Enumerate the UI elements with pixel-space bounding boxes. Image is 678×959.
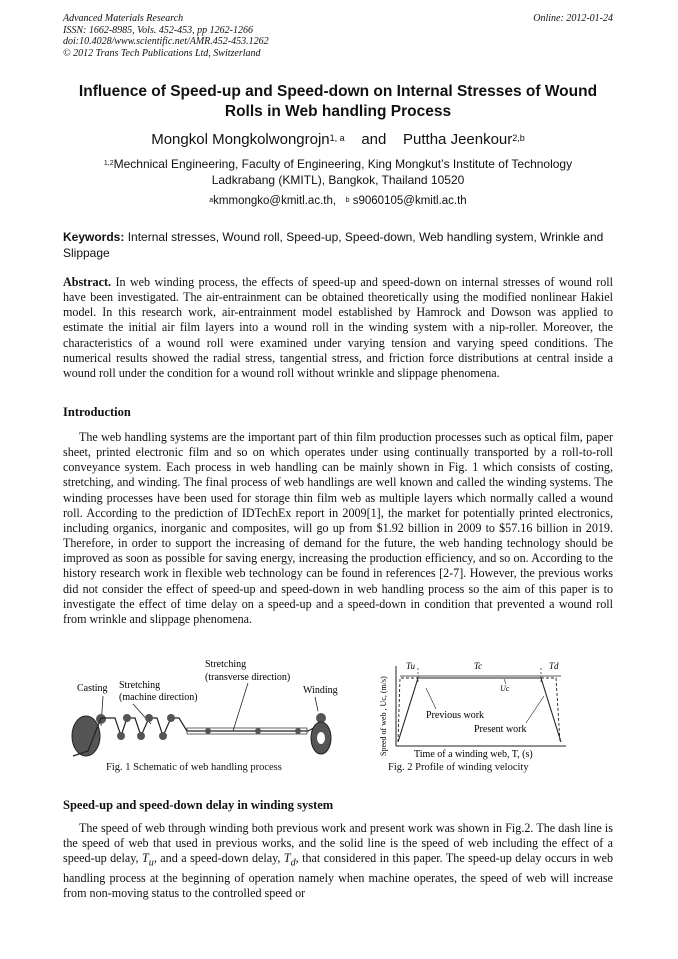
fig2-present-pointer <box>526 696 544 723</box>
introduction-text: The web handling systems are the important part of thin film production processes such as optical film, paper sheet, printed electronic film and so on which operates under using continually transported by a roll-to-roll conveyance system. Each process in web handling can be mainly shown in Fig. 1 which consists of costing, stretching, and winding. The final process of web handlings are well known and called the winding systems. The winding processes have been used for storage thin film web as multiple layers which normally called a wound roll. According to the prediction of IDTechEx report in 2009[1], the market for potentially printed electronics, including organics, inorganic and composites, will go up from $1.92 billion in 2009 to $57.16 billion in 2019. Therefore, in order to support the increasing of demand for the future, the web handing technology should be improved as soon as possible for saving energy, increasing the production efficiency, and so on. According to the history research work in flexible web technology can be found in references [2-7]. However, the previous works did not consider the effect of speed-up and speed-down in web handling process so the aim of this paper is to investigate the effect of time delay on a speed-up and a speed-down in condition that prevented a wound roll from wrinkle and slippage phenomena. <box>63 430 613 626</box>
abstract-label: Abstract. <box>63 275 112 289</box>
fig1-roller <box>167 714 175 722</box>
fig2-previous-pointer <box>426 688 436 709</box>
affiliation-line-1: Mechnical Engineering, Faculty of Engineering, King Mongkut’s Institute of Technology <box>113 157 573 171</box>
fig1-machine-drawing <box>72 713 331 756</box>
affiliation <box>63 156 613 188</box>
author-1: Mongkol Mongkolwongrojn <box>151 131 330 148</box>
abstract-text: In web winding process, the effects of speed-up and speed-down on internal stresses of wound roll have been investigated. The air-entrainment can be obtained theoretically using the modified nonlinear Hakiel model. In this research work, air-entrainment model established by Hamrock and Dowson was applied to estimate the initial air film layers into a wound roll in the winding system with a nip-roller. Moreover, the characteristics of a wound roll were examined under varying tension and varying speed conditions. The numerical results showed the radial stress, tangential stress, and friction force distributions at central inside a wound roll under the condition for a wound roll without wrinkle and slippage phenomena. <box>63 275 613 380</box>
fig1-tenter-clip <box>295 728 301 734</box>
fig2-present-work-label: Present work <box>474 724 527 735</box>
fig1-label-stretching-md: Stretching <box>119 680 161 691</box>
section-text-part-2: , and a speed-down delay, <box>153 851 284 866</box>
fig2-previous-work-label: Previous work <box>426 710 485 721</box>
figure-1-caption: Fig. 1 Schematic of web handling process <box>106 762 282 773</box>
fig2-tc-label: Tc <box>474 661 483 671</box>
fig1-pointer-stretching-td <box>233 683 248 731</box>
fig1-label-stretching-td: Stretching <box>205 659 247 670</box>
author-emails <box>63 194 613 208</box>
email-b-sup: b <box>345 197 350 204</box>
author-2: Puttha Jeenkour <box>403 131 513 148</box>
keywords <box>63 229 613 261</box>
section-text-part-1: The speed of web through winding both previous work and present work was shown in Fig.2. The dash line is the speed of web that used in previous works, and the solid line is the speed of web including the effect of a speed-up delay, <box>63 821 613 866</box>
fig1-label-winding: Winding <box>303 685 338 696</box>
author-1-affiliation: 1, a <box>329 133 345 143</box>
fig1-label-casting: Casting <box>77 683 108 694</box>
section-text-part-3: , that considered in this paper. The speed-up delay occurs in web handling process at the beginning of operation namely when machine operates, the speed of web will increase from non-moving status to the controlled speed or <box>63 851 613 901</box>
fig2-td-label: Td <box>549 661 559 671</box>
fig1-label-stretching-td-direction: (transverse direction) <box>205 672 291 683</box>
fig1-label-stretching-md-direction: (machine direction) <box>119 692 198 703</box>
online-date: Online: 2012-01-24 <box>533 13 613 24</box>
paper-title: Influence of Speed-up and Speed-down on Internal Stresses of Wound Rolls in Web handling Process <box>78 83 598 120</box>
authors-line <box>63 131 613 149</box>
email-a-sup: a <box>209 197 214 204</box>
keywords-label: Keywords: <box>63 230 125 244</box>
affiliation-line-2: Ladkrabang (KMITL), Bangkok, Thailand 10520 <box>211 173 465 187</box>
figure-2-caption: Fig. 2 Profile of winding velocity <box>388 762 529 773</box>
figure-1-web-handling-schematic <box>63 656 373 776</box>
fig1-roller <box>145 714 153 722</box>
tu-symbol: $T_u$ <box>142 851 154 869</box>
fig1-wound-roll-core <box>317 732 325 744</box>
figure-2-winding-velocity-profile <box>376 656 621 776</box>
fig2-uc-label: Uc <box>500 684 510 693</box>
email-a: kmmongko@kmitl.ac.th, <box>213 195 337 207</box>
doi-line: doi:10.4028/www.scientific.net/AMR.452-453.1262 <box>63 36 269 48</box>
fig1-roller <box>123 714 131 722</box>
td-symbol: $T_d$ <box>283 851 296 869</box>
authors-and: and <box>361 131 387 148</box>
fig1-tenter-clip <box>255 728 261 734</box>
issn-line: ISSN: 1662-8985, Vols. 452-453, pp 1262-1266 <box>63 24 253 36</box>
email-b: s9060105@kmitl.ac.th <box>352 195 467 207</box>
fig1-pointer-winding <box>315 697 318 711</box>
fig2-tu-label: Tu <box>406 661 416 671</box>
journal-header <box>63 13 269 59</box>
fig2-x-axis-label: Time of a winding web, T, (s) <box>414 749 533 760</box>
journal-name: Advanced Materials Research <box>63 13 184 24</box>
abstract <box>63 275 613 381</box>
affiliation-sup: 1,2 <box>103 160 114 167</box>
introduction-heading: Introduction <box>63 405 131 419</box>
fig1-roller <box>137 732 145 740</box>
fig1-web-path <box>73 718 321 756</box>
fig1-casting-drum <box>72 716 100 756</box>
section-text <box>63 821 613 901</box>
keywords-text: Internal stresses, Wound roll, Speed-up, Speed-down, Web handling system, Wrinkle and Slippage <box>63 230 604 260</box>
author-2-affiliation: 2,b <box>512 133 525 143</box>
fig1-roller <box>117 732 125 740</box>
section-heading: Speed-up and speed-down delay in winding system <box>63 798 334 812</box>
fig2-y-axis-label: Speed of web , Uc, (m/s) <box>379 676 388 756</box>
fig1-roller <box>159 732 167 740</box>
fig1-tenter-clip <box>205 728 211 734</box>
copyright-line: © 2012 Trans Tech Publications Ltd, Switzerland <box>63 47 261 59</box>
